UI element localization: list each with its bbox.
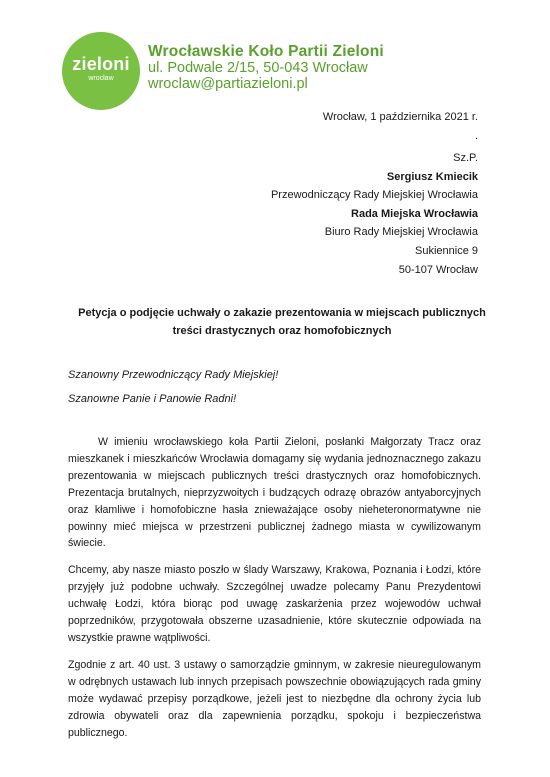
letter-date: Wrocław, 1 października 2021 r.	[322, 111, 478, 123]
logo-word: zieloni	[72, 54, 130, 74]
logo-subtitle: wrocław	[88, 75, 114, 82]
body-paragraph: Zgodnie z art. 40 ust. 3 ustawy o samorządzie gminnym, w zakresie nieuregulowanym w odrębnych ustawach lub innych przepisach powszechnie obowiązujących rada gminy może wydawać przepisy porządkowe, jeżeli jest to niezbędne dla ochrony życia lub zdrowia obywateli oraz dla zapewnienia porządku, spokoju i bezpieczeństwa publicznego.	[68, 658, 481, 739]
recipient-block	[271, 149, 478, 279]
recipient-institution: Rada Miejska Wrocławia	[351, 207, 478, 220]
stray-dot: .	[474, 130, 478, 142]
recipient-salutation: Sz.P.	[453, 152, 478, 164]
body-paragraph: Chcemy, aby nasze miasto poszło w ślady Warszawy, Krakowa, Poznania i Łodzi, które przyjęły już podobne uchwały. Szczególnej uwadze polecamy Panu Prezydentowi uchwałę Łodzi, która biorąc pod uwagę zaskarżenia przez wojewodów uchwał poprzedników, przygotowała obszerne uzasadnienie, które skutecznie odpowiada na wszystkie prawne wątpliwości.	[68, 564, 481, 644]
recipient-city: 50-107 Wrocław	[398, 263, 478, 276]
org-email: wroclaw@partiazieloni.pl	[148, 76, 308, 92]
recipient-street: Sukiennice 9	[415, 244, 478, 257]
greeting-chairman: Szanowny Przewodniczący Rady Miejskiej!	[68, 369, 279, 381]
letterhead	[148, 43, 384, 92]
body-paragraph: W imieniu wrocławskiego koła Partii Zieloni, posłanki Małgorzaty Tracz oraz mieszkanek i mieszkańców Wrocławia domagamy się wydania jednoznacznego zakazu prezentowania w miejscach publicznych treści drastycznych oraz homofobicznych. Prezentacja brutalnych, nieprzyzwoitych i budzących odrazę obrazów antyaborcyjnych oraz kłamliwe i homofobiczne hasła znieważające osoby nieheteronormatywne nie powinny mieć miejsca w przestrzeni publicznej żadnego miasta w cywilizowanym świecie.	[68, 436, 481, 550]
org-name: Wrocławskie Koło Partii Zieloni	[148, 43, 384, 60]
recipient-name: Sergiusz Kmiecik	[386, 170, 478, 183]
org-address: ul. Podwale 2/15, 50-043 Wrocław	[148, 60, 368, 76]
party-logo	[62, 32, 140, 110]
greeting-councillors: Szanowne Panie i Panowie Radni!	[68, 393, 237, 405]
recipient-office: Biuro Rady Miejskiej Wrocławia	[324, 226, 478, 239]
letter-body	[68, 434, 481, 751]
letter-subject: Petycja o podjęcie uchwały o zakazie prezentowania w miejscach publicznych treści drastycznych oraz homofobicznych	[78, 307, 486, 337]
recipient-role: Przewodniczący Rady Miejskiej Wrocławia	[270, 189, 478, 202]
